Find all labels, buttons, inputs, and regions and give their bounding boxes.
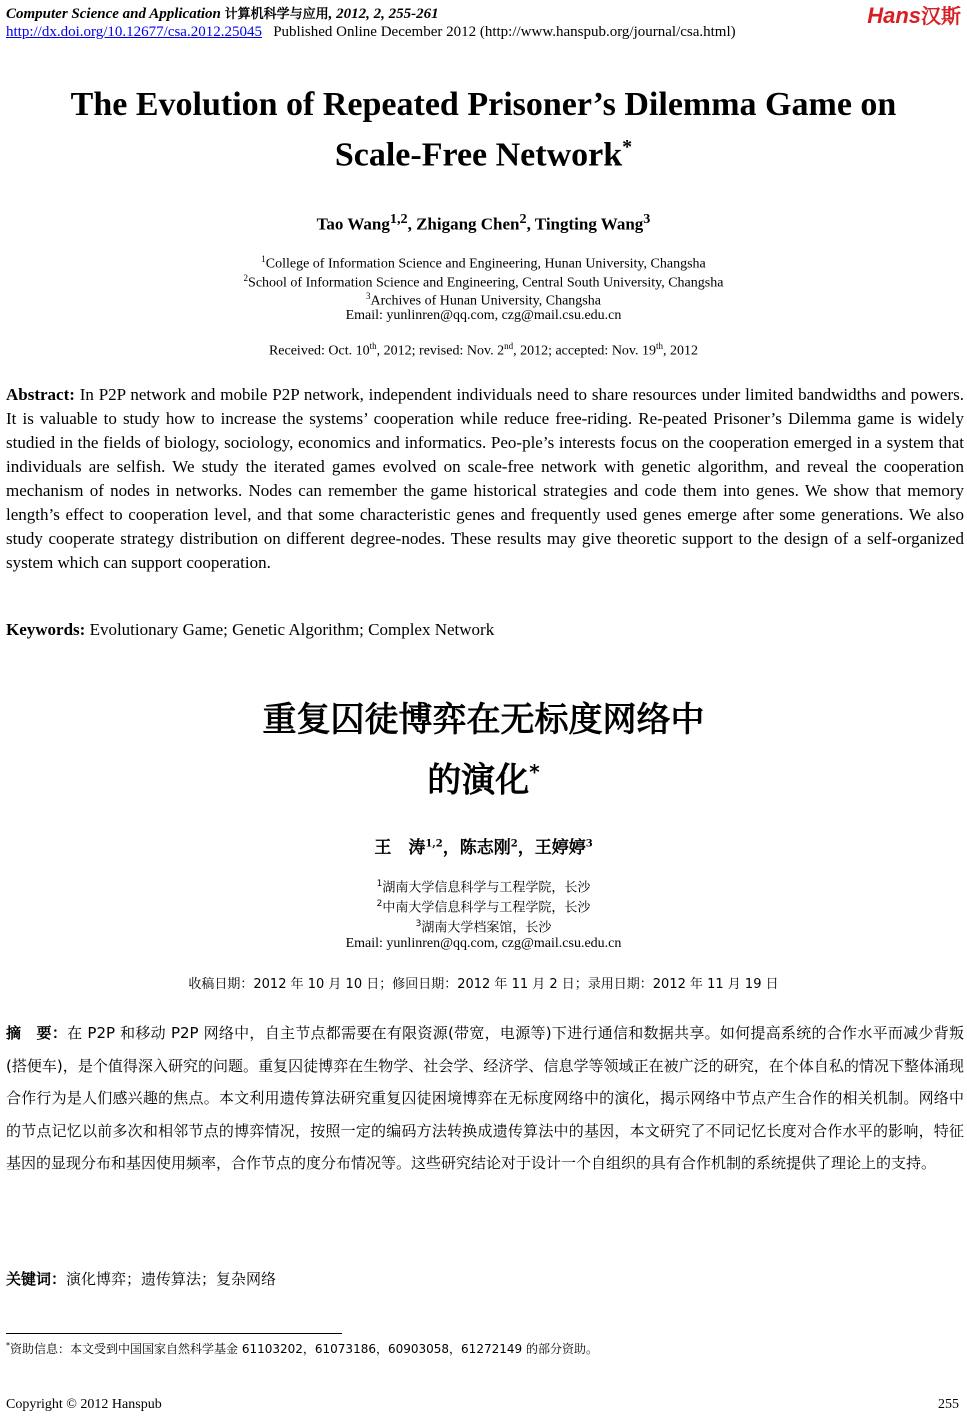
received-en: Received: Oct. 10th, 2012; revised: Nov. 2nd, 2012; accepted: Nov. 19th, 2012 <box>268 341 699 359</box>
affiliation-en-2: $^2$School of Information Science and Engineering, Central South University, Changsha <box>243 273 724 291</box>
logo-hanzi: 汉斯 <box>921 4 961 28</box>
keywords-en <box>6 620 494 640</box>
title-en <box>0 83 967 176</box>
received-cn: 收稿日期：2012 年 10 月 10 日；修回日期：2012 年 11 月 2 日；录用日期：2012 年 11 月 19 日 <box>188 977 779 992</box>
footnote: *资助信息：本文受到中国国家自然科学基金 61103202，61073186，60903058，61272149 的部分资助。 <box>6 1341 598 1356</box>
authors-cn: 王 涛$^{1,2}$，陈志刚$^2$，王婷婷$^3$ <box>374 838 593 858</box>
keywords-en-text: Evolutionary Game; Genetic Algorithm; Complex Network <box>89 620 495 639</box>
abstract-cn-text: 在 P2P 和移动 P2P 网络中，自主节点都需要在有限资源(带宽，电源等)下进行通信和数据共享。如何提高系统的合作水平而减少背叛(搭便车)，是个值得深入研究的问题。重复囚徒博弈在生物学、社会学、经济学、信息学等领域正在被广泛的研究，在个体自私的情况下整体涌现合作行为是人们感兴趣的焦点。本文利用遗传算法研究重复囚徒困境博弈在无标度网络中的演化，揭示网络中节点产生合作的相关机制。网络中的节点记忆以前多次和相邻节点的博弈情况，按照一定的编码方法转换成遗传算法中的基因，本文研究了不同记忆长度对合作水平的影响，特征基因的显现分布和基因使用频率，合作节点的度分布情况等。这些研究结论对于设计一个自组织的具有合作机制的系统提供了理论上的支持。 <box>6 1024 964 1172</box>
journal-header <box>6 3 439 23</box>
affiliation-en-1: $^1$College of Information Science and Engineering, Hunan University, Changsha <box>261 254 706 272</box>
logo-latin: Hans <box>867 3 921 28</box>
page-number: 255 <box>938 1397 959 1412</box>
title-footnote-mark: * <box>622 136 633 158</box>
volume-info: , 2012, 2, 255-261 <box>328 6 439 22</box>
journal-name-en: Computer Science and Application <box>6 6 221 22</box>
abstract-en <box>6 383 964 575</box>
doi-line <box>6 24 736 41</box>
abstract-en-text: In P2P network and mobile P2P network, independent individuals need to share resources under limited bandwidths and powers. It is valuable to study how to increase the systems’ cooperation while reduce free-riding. Re-peated Prisoner’s Dilemma game is widely studied in the fields of biology, sociology, economics and informatics. Peo-ple’s interests focus on the cooperation emerged in a system that individuals are selfish. We study the iterated games evolved on scale-free network with genetic algorithm, and reveal the cooperation mechanism of nodes in networks. Nodes can remember the game historical strategies and code them into genes. We show that memory length’s effect to cooperation level, and that some characteristic genes and frequently used genes emerge after some generations. We also study cooperate strategy distribution on different degree-nodes. These results may give theoretic support to the design of a self-organized system which can support cooperation. <box>6 385 965 572</box>
abstract-cn <box>6 1017 964 1180</box>
journal-name-cn: 计算机科学与应用 <box>224 7 329 22</box>
copyright: Copyright © 2012 Hanspub <box>6 1397 162 1412</box>
keywords-cn-label: 关键词： <box>6 1270 67 1288</box>
doi-link[interactable]: http://dx.doi.org/10.12677/csa.2012.25045 <box>6 24 262 40</box>
published-text: Published Online December 2012 (http://www.hanspub.org/journal/csa.html) <box>273 24 736 40</box>
footnote-divider <box>6 1333 342 1334</box>
abstract-cn-label: 摘 要： <box>6 1024 68 1042</box>
title-en-line1: The Evolution of Repeated Prisoner’s Dilemma Game on <box>70 86 897 123</box>
title-cn-line1: 重复囚徒博弈在无标度网络中 <box>262 700 705 740</box>
affiliation-cn-1: $^1$湖南大学信息科学与工程学院，长沙 <box>376 879 591 896</box>
title-en-line2: Scale-Free Network* <box>334 136 633 174</box>
keywords-en-label: Keywords: <box>6 620 86 639</box>
keywords-cn-text: 演化博弈；遗传算法；复杂网络 <box>66 1270 277 1288</box>
publisher-logo <box>867 0 961 29</box>
title-cn <box>0 694 967 806</box>
affiliation-cn-2: $^2$中南大学信息科学与工程学院，长沙 <box>376 899 591 916</box>
affiliation-en-3: $^3$Archives of Hunan University, Changsha <box>366 291 601 309</box>
email-cn: Email: yunlinren@qq.com, czg@mail.csu.edu.cn <box>345 936 622 951</box>
title-cn-line2: 的演化* <box>427 760 540 801</box>
email-en: Email: yunlinren@qq.com, czg@mail.csu.edu.cn <box>345 308 622 323</box>
keywords-cn <box>6 1268 276 1289</box>
authors-en: Tao Wang$^{1,2}$, Zhigang Chen$^2$, Tingting Wang$^3$ <box>316 211 651 234</box>
affiliation-cn-3: $^3$湖南大学档案馆，长沙 <box>415 919 552 936</box>
abstract-en-label: Abstract: <box>6 385 75 404</box>
